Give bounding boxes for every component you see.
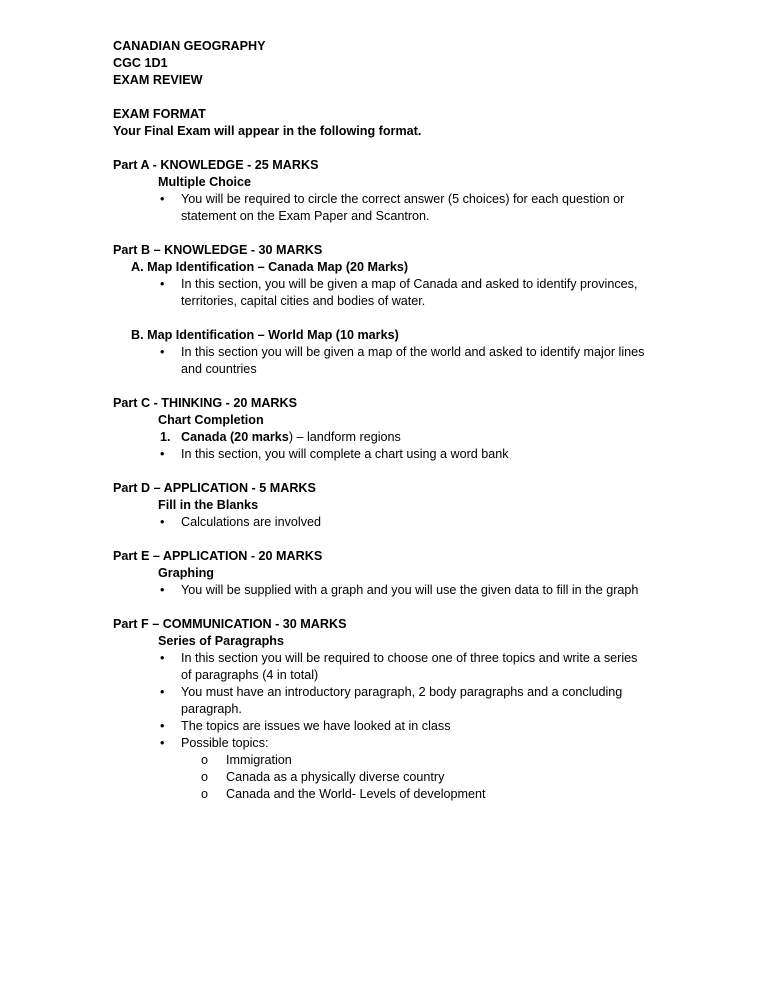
document-page xyxy=(113,38,673,803)
part-b-section-b: B. Map Identification – World Map (10 marks) xyxy=(131,328,399,342)
bullet-icon: • xyxy=(160,651,165,665)
bullet-icon: • xyxy=(160,192,165,206)
part-a-heading: Part A - KNOWLEDGE - 25 MARKS xyxy=(113,158,319,172)
part-c-heading: Part C - THINKING - 20 MARKS xyxy=(113,396,298,410)
part-e-subheading: Graphing xyxy=(158,566,214,580)
bullet-icon: • xyxy=(160,277,165,291)
list-item: • You will be supplied with a graph and you will use the given data to fill in the graph xyxy=(160,583,639,597)
list-item: • Calculations are involved xyxy=(160,515,322,529)
exam-format-heading: EXAM FORMAT xyxy=(113,107,206,121)
bullet-icon: • xyxy=(160,583,165,597)
topic-item: o Canada as a physically diverse country xyxy=(201,770,445,784)
bullet-icon: • xyxy=(160,515,165,529)
topic-item: o Canada and the World- Levels of development xyxy=(201,787,486,801)
part-b-heading: Part B – KNOWLEDGE - 30 MARKS xyxy=(113,243,323,257)
part-e-heading: Part E – APPLICATION - 20 MARKS xyxy=(113,549,323,563)
part-f-subheading: Series of Paragraphs xyxy=(158,634,284,648)
bullet-icon: • xyxy=(160,685,165,699)
bullet-icon: • xyxy=(160,345,165,359)
part-d-subheading: Fill in the Blanks xyxy=(158,498,259,512)
item-number: 1. xyxy=(160,430,171,444)
bullet-icon: • xyxy=(160,447,165,461)
list-item: • In this section you will be required to choose one of three topics and write a series of paragraphs (4 in total) xyxy=(160,651,638,682)
list-item: • In this section, you will be given a map of Canada and asked to identify provinces, territories, capital cities and bodies of water. xyxy=(160,277,638,308)
document-title: EXAM REVIEW xyxy=(113,73,203,87)
list-item: • In this section you will be given a map of the world and asked to identify major lines and countries xyxy=(160,345,645,376)
exam-format-intro: Your Final Exam will appear in the following format. xyxy=(113,124,422,138)
bullet-icon: • xyxy=(160,736,165,750)
numbered-item: 1. Canada (20 marks) – landform regions xyxy=(160,430,401,444)
list-item: • In this section, you will complete a chart using a word bank xyxy=(160,447,509,461)
course-code: CGC 1D1 xyxy=(113,56,168,70)
bullet-icon: • xyxy=(160,719,165,733)
circle-bullet-icon: o xyxy=(201,770,209,784)
part-b-section-a: A. Map Identification – Canada Map (20 Marks) xyxy=(131,260,409,274)
course-title: CANADIAN GEOGRAPHY xyxy=(113,39,266,53)
topic-item: o Immigration xyxy=(201,753,292,767)
list-item: • Possible topics: xyxy=(160,736,269,750)
circle-bullet-icon: o xyxy=(201,753,209,767)
part-d-heading: Part D – APPLICATION - 5 MARKS xyxy=(113,481,316,495)
list-item: • The topics are issues we have looked at in class xyxy=(160,719,451,733)
list-item: • You will be required to circle the correct answer (5 choices) for each question or statement on the Exam Paper and Scantron. xyxy=(160,192,625,223)
part-c-subheading: Chart Completion xyxy=(158,413,264,427)
list-item: • You must have an introductory paragraph, 2 body paragraphs and a concluding paragraph. xyxy=(160,685,623,716)
circle-bullet-icon: o xyxy=(201,787,209,801)
part-a-subheading: Multiple Choice xyxy=(158,175,252,189)
part-f-heading: Part F – COMMUNICATION - 30 MARKS xyxy=(113,617,347,631)
